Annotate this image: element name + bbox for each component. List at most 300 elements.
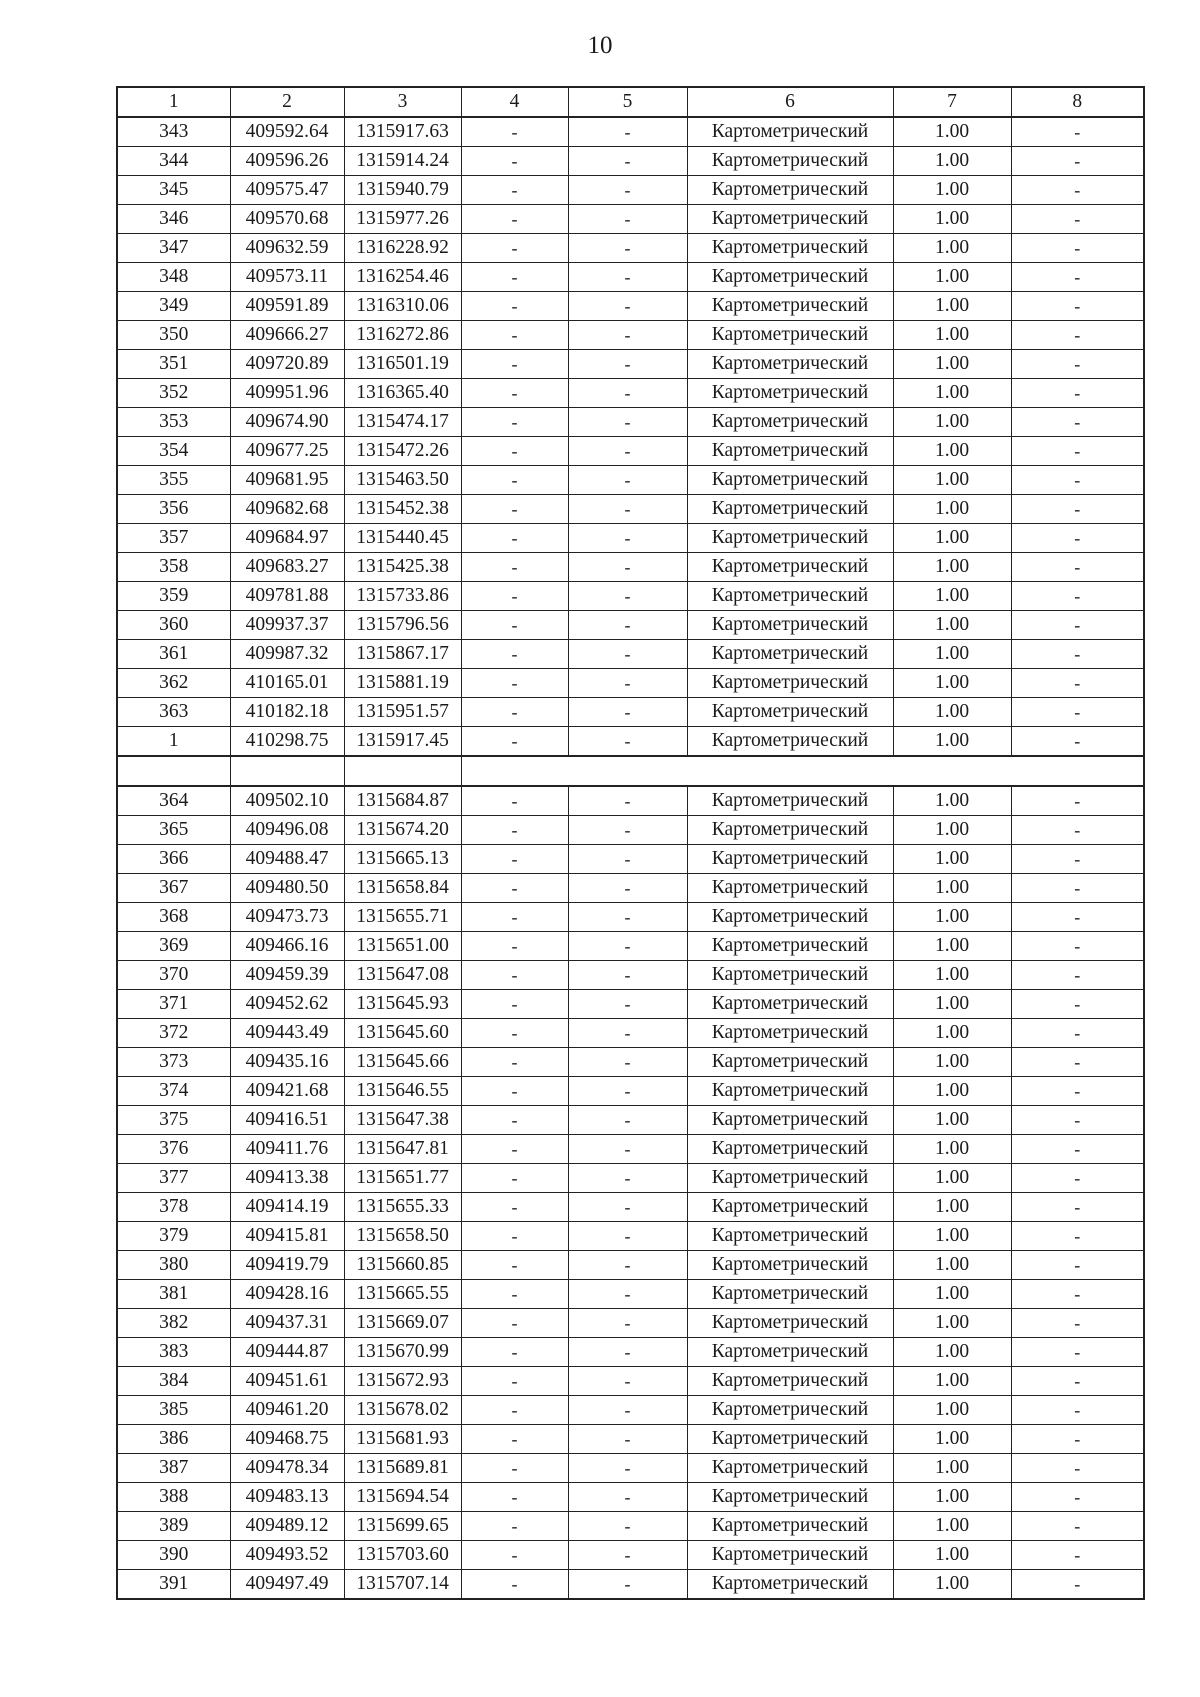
table-cell: - <box>1011 611 1144 640</box>
table-cell: - <box>1011 698 1144 727</box>
table-cell: 353 <box>117 408 230 437</box>
table-cell: 349 <box>117 292 230 321</box>
column-header: 8 <box>1011 87 1144 117</box>
table-cell: 1315645.93 <box>344 990 461 1019</box>
table-cell: - <box>461 932 568 961</box>
table-cell: - <box>1011 1483 1144 1512</box>
table-cell: 391 <box>117 1570 230 1600</box>
table-cell: 1315977.26 <box>344 205 461 234</box>
table-row <box>117 816 1144 845</box>
table-cell: 1.00 <box>893 1135 1011 1164</box>
table-cell: - <box>568 292 687 321</box>
table-cell: 1.00 <box>893 1483 1011 1512</box>
table-row <box>117 582 1144 611</box>
table-cell: 409416.51 <box>230 1106 344 1135</box>
table-cell: 1315796.56 <box>344 611 461 640</box>
table-cell: - <box>568 1048 687 1077</box>
table-cell: 343 <box>117 117 230 147</box>
table-cell: 1315674.20 <box>344 816 461 845</box>
table-cell: Картометрический <box>687 147 893 176</box>
table-row <box>117 1309 1144 1338</box>
table-cell: - <box>1011 117 1144 147</box>
table-cell: - <box>568 117 687 147</box>
table-cell: - <box>568 437 687 466</box>
table-cell: - <box>461 1280 568 1309</box>
table-cell: - <box>1011 1135 1144 1164</box>
table-cell: 388 <box>117 1483 230 1512</box>
table-row <box>117 727 1144 757</box>
table-cell: - <box>461 176 568 205</box>
table-cell: 365 <box>117 816 230 845</box>
table-cell: - <box>568 1338 687 1367</box>
table-cell: Картометрический <box>687 1164 893 1193</box>
table-cell: 1315646.55 <box>344 1077 461 1106</box>
table-cell: - <box>1011 234 1144 263</box>
table-cell: 364 <box>117 786 230 816</box>
table-row <box>117 1164 1144 1193</box>
table-row <box>117 147 1144 176</box>
table-cell: - <box>568 698 687 727</box>
table-cell: 363 <box>117 698 230 727</box>
table-cell: Картометрический <box>687 1512 893 1541</box>
table-row <box>117 466 1144 495</box>
table-cell: 348 <box>117 263 230 292</box>
table-cell: 409937.37 <box>230 611 344 640</box>
table-cell: 409459.39 <box>230 961 344 990</box>
table-cell: - <box>1011 466 1144 495</box>
table-cell: Картометрический <box>687 961 893 990</box>
table-cell: - <box>461 1106 568 1135</box>
table-cell: - <box>1011 147 1144 176</box>
table-cell: - <box>568 350 687 379</box>
table-cell: 1315658.84 <box>344 874 461 903</box>
table-cell: - <box>461 1367 568 1396</box>
table-cell: - <box>1011 874 1144 903</box>
table-cell: 409570.68 <box>230 205 344 234</box>
table-cell: - <box>461 205 568 234</box>
table-cell: 1315678.02 <box>344 1396 461 1425</box>
table-cell: - <box>461 1483 568 1512</box>
table-cell: 1315472.26 <box>344 437 461 466</box>
table-cell: 1315655.33 <box>344 1193 461 1222</box>
table-cell: 1315425.38 <box>344 553 461 582</box>
table-cell: Картометрический <box>687 205 893 234</box>
table-cell: 409596.26 <box>230 147 344 176</box>
table-row <box>117 786 1144 816</box>
table-cell: - <box>1011 1425 1144 1454</box>
table-cell: 409437.31 <box>230 1309 344 1338</box>
table-cell: - <box>568 1454 687 1483</box>
column-header: 5 <box>568 87 687 117</box>
table-cell: Картометрический <box>687 669 893 698</box>
table-cell: - <box>1011 990 1144 1019</box>
table-cell: - <box>568 147 687 176</box>
table-cell: Картометрический <box>687 1309 893 1338</box>
table-cell: - <box>461 234 568 263</box>
table-cell: 409683.27 <box>230 553 344 582</box>
table-cell: 369 <box>117 932 230 961</box>
table-cell: - <box>568 553 687 582</box>
table-cell: - <box>568 611 687 640</box>
table-cell: Картометрический <box>687 1280 893 1309</box>
table-cell: 1.00 <box>893 1541 1011 1570</box>
table-cell: - <box>461 1251 568 1280</box>
table-cell: 1315707.14 <box>344 1570 461 1600</box>
table-cell: - <box>461 1425 568 1454</box>
table-cell: - <box>1011 1222 1144 1251</box>
table-cell: 409497.49 <box>230 1570 344 1600</box>
table-row <box>117 117 1144 147</box>
table-cell: 389 <box>117 1512 230 1541</box>
table-cell: 409573.11 <box>230 263 344 292</box>
table-cell: - <box>1011 727 1144 757</box>
table-cell: Картометрический <box>687 117 893 147</box>
table-row <box>117 961 1144 990</box>
table-cell: - <box>1011 379 1144 408</box>
table-cell: - <box>568 495 687 524</box>
column-header: 6 <box>687 87 893 117</box>
table-cell: 409951.96 <box>230 379 344 408</box>
table-row <box>117 845 1144 874</box>
table-cell: 1.00 <box>893 1396 1011 1425</box>
table-cell: 409632.59 <box>230 234 344 263</box>
table-cell: 409488.47 <box>230 845 344 874</box>
table-cell: Картометрический <box>687 1483 893 1512</box>
table-cell: - <box>461 466 568 495</box>
table-cell: 409435.16 <box>230 1048 344 1077</box>
table-cell: - <box>1011 1338 1144 1367</box>
table-cell: 1315647.38 <box>344 1106 461 1135</box>
page-number: 10 <box>587 32 613 59</box>
table-cell: 409473.73 <box>230 903 344 932</box>
table-cell: 1315665.55 <box>344 1280 461 1309</box>
table-cell: - <box>568 640 687 669</box>
table-cell: - <box>461 1222 568 1251</box>
table-row <box>117 408 1144 437</box>
table-cell: Картометрический <box>687 727 893 757</box>
table-cell: - <box>568 1135 687 1164</box>
table-cell: - <box>1011 903 1144 932</box>
column-header: 4 <box>461 87 568 117</box>
table-cell: 1316228.92 <box>344 234 461 263</box>
table-cell: - <box>461 903 568 932</box>
table-cell: 1316501.19 <box>344 350 461 379</box>
table-cell: - <box>461 611 568 640</box>
table-row <box>117 263 1144 292</box>
table-cell: - <box>1011 669 1144 698</box>
table-cell: - <box>568 932 687 961</box>
table-cell: - <box>461 640 568 669</box>
table-cell: - <box>1011 321 1144 350</box>
table-cell: 1.00 <box>893 408 1011 437</box>
table-cell: - <box>461 990 568 1019</box>
table-cell: 409414.19 <box>230 1193 344 1222</box>
table-cell: - <box>568 1512 687 1541</box>
table-cell: - <box>1011 176 1144 205</box>
table-cell: 1.00 <box>893 582 1011 611</box>
table-cell: 370 <box>117 961 230 990</box>
table-cell: Картометрический <box>687 234 893 263</box>
column-header: 3 <box>344 87 461 117</box>
table-cell: - <box>461 147 568 176</box>
table-cell: 1316365.40 <box>344 379 461 408</box>
table-cell: 1315669.07 <box>344 1309 461 1338</box>
table-cell: 1315917.63 <box>344 117 461 147</box>
table-cell: 1315672.93 <box>344 1367 461 1396</box>
table-cell: Картометрический <box>687 553 893 582</box>
table-cell: - <box>1011 1077 1144 1106</box>
table-cell: - <box>1011 816 1144 845</box>
table-cell: 409496.08 <box>230 816 344 845</box>
table-cell: Картометрический <box>687 524 893 553</box>
table-cell: - <box>461 1512 568 1541</box>
table-cell: - <box>461 1077 568 1106</box>
table-row <box>117 292 1144 321</box>
table-cell: 1.00 <box>893 640 1011 669</box>
table-cell: - <box>461 1396 568 1425</box>
table-cell: Картометрический <box>687 903 893 932</box>
table-cell: - <box>568 1193 687 1222</box>
table-cell: - <box>568 1280 687 1309</box>
table-cell: - <box>568 903 687 932</box>
table-cell: - <box>1011 1280 1144 1309</box>
table-cell: 1.00 <box>893 1251 1011 1280</box>
table-cell: Картометрический <box>687 1396 893 1425</box>
table-cell: 344 <box>117 147 230 176</box>
table-cell: 367 <box>117 874 230 903</box>
table-cell: - <box>1011 786 1144 816</box>
table-cell: - <box>568 1570 687 1600</box>
table-cell: 410165.01 <box>230 669 344 698</box>
table-cell: 358 <box>117 553 230 582</box>
table-cell: - <box>461 379 568 408</box>
table-cell: - <box>461 524 568 553</box>
table-row <box>117 1077 1144 1106</box>
table-cell: 1315917.45 <box>344 727 461 757</box>
table-cell: 373 <box>117 1048 230 1077</box>
table-cell: 1.00 <box>893 234 1011 263</box>
table-cell: Картометрический <box>687 816 893 845</box>
table-cell: - <box>461 292 568 321</box>
table-row <box>117 698 1144 727</box>
table-cell: 1316310.06 <box>344 292 461 321</box>
table-cell: 409419.79 <box>230 1251 344 1280</box>
table-cell: 379 <box>117 1222 230 1251</box>
table-row <box>117 1570 1144 1600</box>
table-cell: 1.00 <box>893 1222 1011 1251</box>
table-cell: 1315655.71 <box>344 903 461 932</box>
table-cell: Картометрический <box>687 1077 893 1106</box>
table-row <box>117 553 1144 582</box>
table-cell: - <box>1011 1048 1144 1077</box>
table-cell: 409421.68 <box>230 1077 344 1106</box>
table-cell: - <box>568 1019 687 1048</box>
table-cell: 1315658.50 <box>344 1222 461 1251</box>
table-cell: Картометрический <box>687 874 893 903</box>
table-cell: - <box>461 1309 568 1338</box>
table-cell: 1.00 <box>893 1454 1011 1483</box>
table-row <box>117 611 1144 640</box>
table-cell: 345 <box>117 176 230 205</box>
table-cell: Картометрический <box>687 786 893 816</box>
table-row <box>117 1512 1144 1541</box>
table-cell: 1.00 <box>893 1106 1011 1135</box>
table-cell: 1.00 <box>893 903 1011 932</box>
table-row <box>117 1483 1144 1512</box>
table-cell: - <box>461 874 568 903</box>
table-cell: 378 <box>117 1193 230 1222</box>
table-cell: - <box>461 786 568 816</box>
table-cell: Картометрический <box>687 437 893 466</box>
table-cell: - <box>568 669 687 698</box>
table-cell: 1315689.81 <box>344 1454 461 1483</box>
column-header: 2 <box>230 87 344 117</box>
table-cell: 1.00 <box>893 1338 1011 1367</box>
table-cell: Картометрический <box>687 292 893 321</box>
table-cell: Картометрический <box>687 1193 893 1222</box>
table-cell: Картометрический <box>687 1106 893 1135</box>
table-cell: 1.00 <box>893 495 1011 524</box>
table-header-row <box>117 87 1144 117</box>
table-cell: - <box>461 1048 568 1077</box>
table-cell: 1316272.86 <box>344 321 461 350</box>
table-cell: 1315684.87 <box>344 786 461 816</box>
column-header: 1 <box>117 87 230 117</box>
table-cell: 1.00 <box>893 1164 1011 1193</box>
table-cell: - <box>1011 1193 1144 1222</box>
table-cell: 1.00 <box>893 698 1011 727</box>
table-cell: - <box>461 321 568 350</box>
table-cell: - <box>568 1541 687 1570</box>
table-cell: 381 <box>117 1280 230 1309</box>
table-cell: Картометрический <box>687 408 893 437</box>
table-cell: 1.00 <box>893 845 1011 874</box>
table-cell: - <box>1011 1106 1144 1135</box>
table-cell: 409415.81 <box>230 1222 344 1251</box>
table-row <box>117 1048 1144 1077</box>
table-row <box>117 1251 1144 1280</box>
table-row <box>117 1367 1144 1396</box>
table-cell: - <box>568 408 687 437</box>
table-cell: - <box>1011 640 1144 669</box>
table-cell: - <box>1011 1019 1144 1048</box>
table-cell: Картометрический <box>687 845 893 874</box>
table-cell: - <box>1011 961 1144 990</box>
table-cell: - <box>461 845 568 874</box>
table-cell: Картометрический <box>687 698 893 727</box>
table-cell: 376 <box>117 1135 230 1164</box>
table-cell: 409681.95 <box>230 466 344 495</box>
table-cell: 409502.10 <box>230 786 344 816</box>
table-cell: - <box>461 1019 568 1048</box>
table-cell: - <box>1011 408 1144 437</box>
table-cell: 1.00 <box>893 321 1011 350</box>
table-cell: 409483.13 <box>230 1483 344 1512</box>
table-cell: - <box>461 1193 568 1222</box>
table-cell: - <box>568 321 687 350</box>
table-cell: - <box>568 816 687 845</box>
table-cell: 410182.18 <box>230 698 344 727</box>
table-cell: 1.00 <box>893 176 1011 205</box>
table-cell: - <box>568 961 687 990</box>
table-cell: - <box>1011 1309 1144 1338</box>
table-cell: 1.00 <box>893 1309 1011 1338</box>
table-cell: 1.00 <box>893 1367 1011 1396</box>
table-cell: 356 <box>117 495 230 524</box>
table-cell: 1.00 <box>893 932 1011 961</box>
table-cell: Картометрический <box>687 176 893 205</box>
table-cell: - <box>568 786 687 816</box>
table-row <box>117 990 1144 1019</box>
table-cell: 1315651.00 <box>344 932 461 961</box>
table-cell: - <box>568 1106 687 1135</box>
table-row <box>117 234 1144 263</box>
table-cell: - <box>461 408 568 437</box>
table-cell: 409466.16 <box>230 932 344 961</box>
table-cell: 410298.75 <box>230 727 344 757</box>
table-cell: 409684.97 <box>230 524 344 553</box>
table-cell: - <box>1011 1454 1144 1483</box>
table-cell: 1.00 <box>893 1570 1011 1600</box>
table-cell: 409493.52 <box>230 1541 344 1570</box>
table-cell: Картометрический <box>687 495 893 524</box>
table-cell: - <box>568 1309 687 1338</box>
table-row <box>117 1222 1144 1251</box>
table-row <box>117 1454 1144 1483</box>
table-cell: 1.00 <box>893 669 1011 698</box>
table-cell: 1315647.81 <box>344 1135 461 1164</box>
separator-row <box>117 756 1144 786</box>
table-cell: Картометрический <box>687 1425 893 1454</box>
table-row <box>117 1135 1144 1164</box>
table-cell: - <box>568 524 687 553</box>
table-cell: 1315440.45 <box>344 524 461 553</box>
table-cell: 351 <box>117 350 230 379</box>
table-cell: 380 <box>117 1251 230 1280</box>
table-cell: - <box>461 1570 568 1600</box>
table-cell: - <box>461 1164 568 1193</box>
table-cell: - <box>1011 553 1144 582</box>
table-cell: 409575.47 <box>230 176 344 205</box>
table-row <box>117 205 1144 234</box>
table-cell <box>117 756 230 786</box>
table-row <box>117 437 1144 466</box>
table-cell: 409781.88 <box>230 582 344 611</box>
table-row <box>117 524 1144 553</box>
table-cell: - <box>1011 1512 1144 1541</box>
table-cell: 359 <box>117 582 230 611</box>
table-cell: 375 <box>117 1106 230 1135</box>
table-cell: 366 <box>117 845 230 874</box>
table-row <box>117 350 1144 379</box>
table-cell: 357 <box>117 524 230 553</box>
table-cell: 409451.61 <box>230 1367 344 1396</box>
table-cell: 1.00 <box>893 1512 1011 1541</box>
table-cell: - <box>461 816 568 845</box>
table-row <box>117 495 1144 524</box>
table-cell: - <box>461 727 568 757</box>
table-cell: 1315474.17 <box>344 408 461 437</box>
table-cell: - <box>568 176 687 205</box>
table-cell: Картометрический <box>687 932 893 961</box>
table-cell: 1.00 <box>893 553 1011 582</box>
table-cell: Картометрический <box>687 350 893 379</box>
table-cell: - <box>461 1541 568 1570</box>
table-row <box>117 1425 1144 1454</box>
table-cell: 1.00 <box>893 292 1011 321</box>
table-row <box>117 1338 1144 1367</box>
table-cell: 374 <box>117 1077 230 1106</box>
